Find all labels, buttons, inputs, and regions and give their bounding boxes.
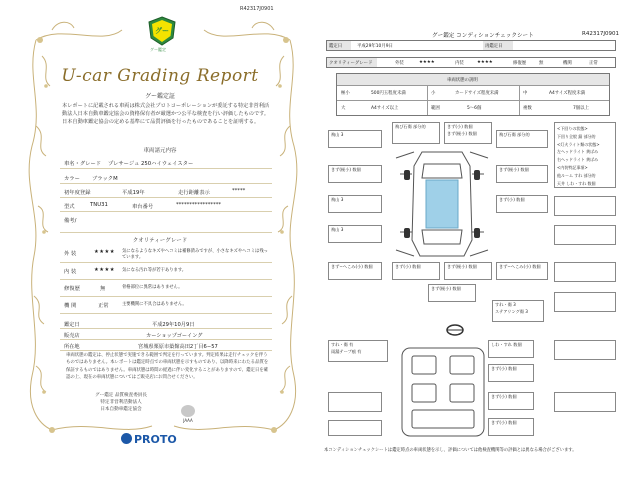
proto-logo [121, 433, 177, 446]
first-registration-row [60, 185, 272, 198]
legend-desc: 7個以上 [573, 106, 589, 111]
region-box [554, 225, 616, 245]
vehicle-name-label: 車名・グレード [64, 161, 102, 167]
quality-stars: ★★★★ [94, 249, 115, 255]
svg-text:グー: グー [155, 27, 169, 35]
region-box: きず(極小) 数個 [496, 165, 548, 183]
region-box: 飛び石傷 部分的 [392, 122, 440, 144]
region-box: きず(極小) 数個 [444, 262, 492, 280]
model-row [60, 199, 272, 212]
interior-stars: ★★★★ [477, 60, 493, 65]
quality-row-exterior [60, 246, 272, 263]
engine-label: 機関 [563, 61, 572, 66]
signature-line: 日本自動車鑑定協会 [100, 407, 142, 412]
badge-caption: グー鑑定 [150, 47, 166, 52]
quality-row-repair [60, 281, 272, 297]
quality-value: 無 [100, 286, 106, 292]
region-box: きず(小) 数個 [488, 364, 534, 382]
exterior-stars: ★★★★ [419, 60, 435, 65]
appraisal-date-label: 鑑定日 [327, 41, 351, 50]
dealer-row [60, 330, 272, 340]
region-box [554, 340, 616, 360]
appraisal-date-label: 鑑定日 [64, 322, 80, 328]
region-box: 飛山 3 [328, 195, 382, 213]
side-note-line: 他ルーム すれ 部分的 [557, 172, 596, 178]
condition-legend [336, 73, 610, 116]
quality-value: 正常 [98, 303, 109, 309]
first-registration-label: 初年度登録 [64, 190, 91, 196]
quality-label: 内 装 [64, 269, 77, 275]
quality-stars: ★★★★ [94, 267, 115, 273]
region-box [328, 392, 382, 412]
script-title: U-car Grading Report [61, 66, 259, 86]
address-row [60, 341, 272, 351]
quality-grade-header [326, 57, 616, 68]
side-note-line: 右ヘッドライト 黄ばみ [557, 157, 599, 163]
certificate-intro: 本レポートに記載される車両は株式会社プロトコーポレーションが委託する特定非営利活動法人日本自動車鑑定協会の資格保有者が厳選かつ公平な検査を行い評価したものです。日本自動車鑑定協会の定める基準にて品質評価を行ったものであることを証明する。 [62, 103, 270, 126]
sheet-footer-note: 本コンディションチェックシートは鑑定時点の車両状態を示し、評価については他検査機関等の評価とは異なる場合がございます。 [324, 448, 577, 453]
legend-size: 小 [431, 91, 436, 96]
quality-row-interior [60, 264, 272, 280]
region-box: しわ・すれ 数個 [488, 340, 534, 358]
vehicle-color-row [60, 171, 272, 184]
color-label: カラー [64, 176, 80, 182]
certificate-disclaimer: 車両状態の鑑定は、停止状態で実施できる範囲で判定を行っています。判定結果は走行チェックを伴うものではありません。本レポートは鑑定時点での車両状態を示すものであり、以降時来にわたる品質を保証するものではありません。車両状態は時間の経過に伴い変化することがありますので、鑑定日を確認の上、現在の車両状態についてはご販売店にお問合せください。 [66, 353, 269, 380]
legend-desc: 500円玉程度未満 [371, 91, 406, 96]
region-box: すれ・傷 有 雨漏テープ痕 有 [328, 340, 388, 362]
condition-check-sheet [322, 0, 640, 480]
appraisal-date-value: 平成29年10月9日 [357, 44, 393, 49]
legend-size: 極小 [341, 91, 350, 96]
sheet-title: グー鑑定 コンディションチェックシート [432, 33, 534, 39]
region-box: きず−へこみ(小) 数個 [496, 262, 548, 280]
region-box: きず(極小) 数個 [328, 165, 382, 183]
side-note-line: <下回りの状態> [557, 126, 588, 131]
region-box [554, 392, 616, 412]
legend-size: 複数 [523, 106, 532, 111]
quality-note: 気になるようなキズやヘコミは補修済みですが、小さなキズやヘコミは残っています。 [122, 249, 268, 260]
vehicle-name-value: プレサージュ 250ハイウェイスター [108, 161, 194, 167]
certificate-heading: グー鑑定証 [144, 93, 175, 100]
region-box: 飛山 3 [328, 225, 382, 243]
car-interior-diagram [398, 344, 488, 440]
legend-size: 範囲 [431, 106, 440, 111]
side-note-line: 天井 しわ・すれ 数個 [557, 180, 596, 186]
odometer-value: ***** [232, 188, 246, 194]
exterior-label: 外装 [395, 61, 404, 66]
remarks-label: 備考/ [64, 218, 77, 224]
appraisal-date-header [326, 40, 616, 51]
dealer-value: カーショップゴーイング [146, 333, 203, 339]
quality-note: 気になる汚れ等が若干あります。 [122, 268, 187, 273]
certificate-id: R42317J0901 [240, 6, 274, 12]
region-box: きず(小) 数個 [496, 195, 548, 213]
region-box [554, 292, 616, 312]
engine-value: 正常 [589, 61, 598, 66]
quality-section-heading: クオリティーグレード [132, 238, 188, 244]
sheet-id: R42317J0901 [582, 31, 619, 37]
quality-label: 修復歴 [64, 286, 80, 292]
region-box: きず(小) 数個 [488, 392, 534, 410]
model-value: TNU31 [90, 202, 108, 208]
repair-label: 修復歴 [513, 61, 527, 66]
goo-kantei-badge-icon [147, 16, 177, 46]
side-note-line: 下回り全般 錆 部分的 [557, 133, 596, 139]
chassis-value: ***************** [176, 202, 222, 208]
legend-desc: カードサイズ程度未満 [455, 91, 499, 96]
region-box: 飛山 3 [328, 130, 382, 148]
region-box [554, 196, 616, 216]
steering-wheel-icon [446, 324, 464, 336]
quality-note: 主要機関に不具合はありません。 [122, 302, 187, 307]
proto-label: PROTO [134, 433, 177, 446]
car-exterior-diagram [392, 148, 492, 260]
region-box: きず(小) 数個 [488, 418, 534, 436]
interior-label: 内装 [455, 61, 464, 66]
region-box: すれ・傷 3 ステアリング傷 3 [492, 300, 544, 322]
legend-size: 中 [523, 91, 528, 96]
side-notes-box [554, 122, 616, 188]
side-note-line: <灯火ライト類の状態> [557, 141, 600, 147]
legend-size: 大 [341, 106, 346, 111]
signature-line: 特定非営利活動法人 [100, 400, 142, 405]
quality-label: 機 関 [64, 303, 77, 309]
side-note-line: 左ヘッドライト 黄ばみ [557, 149, 599, 155]
vehicle-name-row [60, 156, 272, 169]
odometer-label: 走行距離表示 [178, 190, 210, 196]
region-box: 飛び石傷 部分的 [496, 130, 548, 148]
address-label: 所在地 [64, 344, 80, 350]
proto-circle-icon [121, 433, 132, 444]
side-note-line: <内装特記事項> [557, 164, 588, 170]
quality-row-engine [60, 298, 272, 314]
address-value: 宮城県栗原市築館高田2丁目6−57 [138, 344, 218, 350]
dealer-label: 販売店 [64, 333, 80, 339]
vehicle-section-heading: 車両諸元内容 [143, 148, 177, 154]
quality-grade-label: クオリティーグレード [327, 58, 377, 67]
region-box: きず(極小) 数個 [428, 284, 476, 302]
quality-note: 骨格部位に異常はありません。 [122, 285, 183, 290]
jaaa-label: JAAA [183, 418, 193, 423]
legend-desc: A4サイズ以上 [371, 106, 399, 111]
region-box: きず(小) 数個 [392, 262, 440, 280]
signature-line: グー鑑定 品質検査委員長 [95, 393, 147, 398]
appraisal-date-value: 平成29年10月9日 [152, 322, 195, 328]
region-box: きず−へこみ(小) 数個 [328, 262, 382, 280]
region-box [328, 420, 382, 436]
model-label: 型式 [64, 204, 75, 210]
appraisal-date-row [60, 319, 272, 329]
region-box [554, 262, 616, 282]
legend-desc: A4サイズ程度未満 [549, 91, 586, 96]
legend-title: 車両状態の説明 [337, 74, 609, 85]
signature-block [80, 392, 162, 413]
first-registration-value: 平成19年 [122, 190, 145, 196]
region-box: きず(小) 数個 きず(極小) 数個 [444, 122, 492, 144]
reappraisal-label: 再鑑定日 [483, 41, 513, 50]
jaaa-logo [178, 405, 198, 423]
remarks-row [60, 213, 272, 233]
color-value: ブラックM [92, 176, 118, 182]
jaaa-emblem-icon [181, 405, 195, 417]
legend-desc: 5〜6個 [467, 106, 482, 111]
chassis-label: 車台番号 [132, 204, 154, 210]
quality-label: 外 装 [64, 251, 77, 257]
repair-value: 無 [539, 61, 544, 66]
